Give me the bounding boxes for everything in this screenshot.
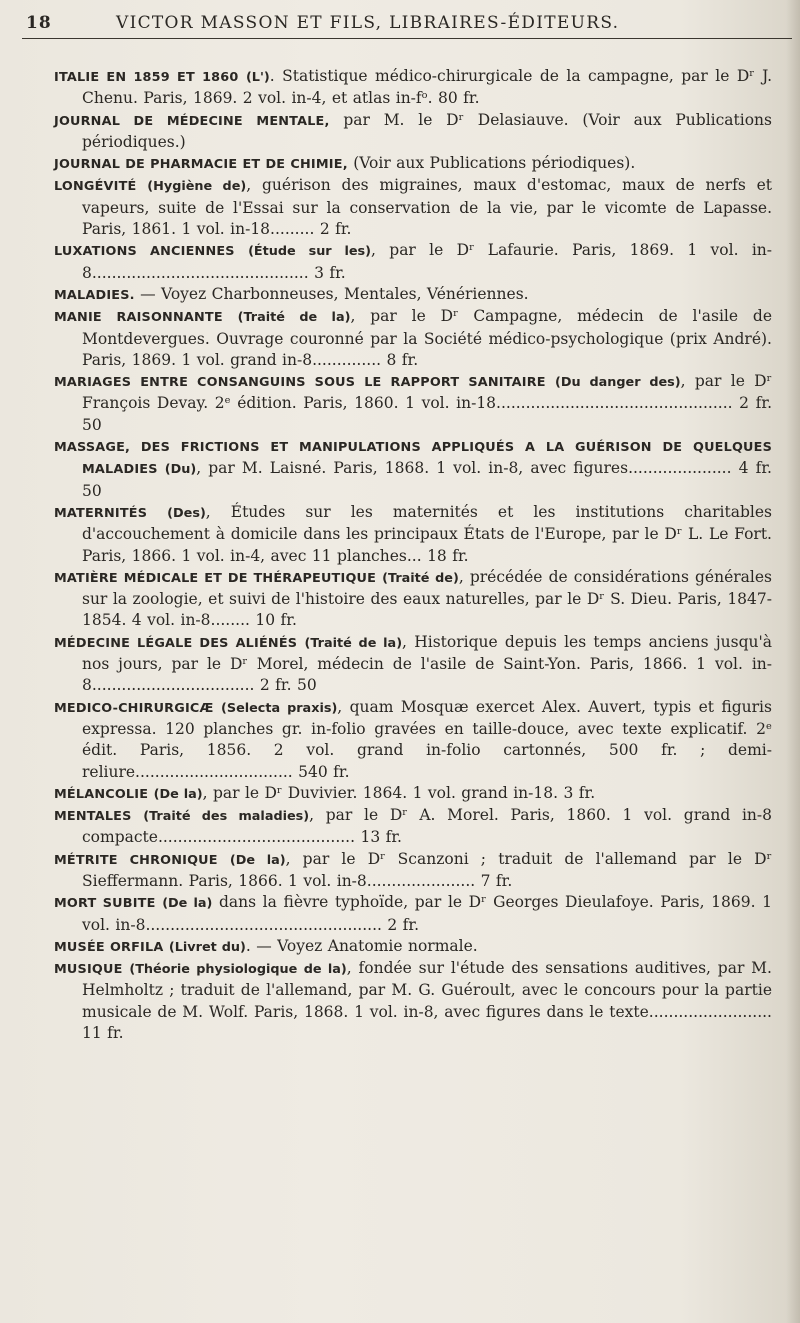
entry-subheading: (Livret du) xyxy=(168,939,246,955)
entry-price: 4 fr. 50 xyxy=(82,459,772,500)
catalog-entry xyxy=(54,502,772,567)
entry-heading: MÉLANCOLIE xyxy=(54,786,149,802)
catalog-entry xyxy=(54,936,772,958)
catalog-entry xyxy=(54,958,772,1044)
entry-price: 10 fr. xyxy=(255,611,297,630)
catalog-entry xyxy=(54,805,772,849)
entry-subheading: (Étude sur les) xyxy=(248,244,372,260)
catalog-entry xyxy=(54,66,772,110)
entry-description: , par le Dʳ Duvivier. 1864. 1 vol. grand in-18. xyxy=(202,783,559,802)
entry-heading: MANIE RAISONNANTE xyxy=(54,310,223,326)
entry-subheading: (Traité de la) xyxy=(237,310,351,326)
entry-description: , Historique depuis les temps anciens jusqu'à nos jours, par le Dʳ Morel, médecin de l'asile de Saint-Yon. Paris, 1866. 1 vol. in-8................................. xyxy=(82,632,773,695)
entry-heading: MATIÈRE MÉDICALE ET DE THÉRAPEUTIQUE xyxy=(54,570,377,586)
entry-price: 18 fr. xyxy=(427,546,469,565)
entry-description: , précédée de considérations générales sur la zoologie, et suivi de l'histoire des eaux naturelles, par le Dʳ S. Dieu. Paris, 1847-1854. 4 vol. in-8........ xyxy=(82,567,772,630)
catalog-entry xyxy=(54,697,772,783)
entry-subheading: (De la) xyxy=(229,852,286,868)
catalog-entry xyxy=(54,892,772,936)
entry-description: , Études sur les maternités et les institutions charitables d'accouchement à domicile dans les principaux États de l'Europe, par le Dʳ L. Le Fort. Paris, 1866. 1 vol. in-4, avec 11 planches... xyxy=(82,502,772,565)
entry-description: , par le Dʳ A. Morel. Paris, 1860. 1 vol. grand in-8 compacte........................................ xyxy=(82,806,772,847)
header-rule xyxy=(22,38,792,39)
entry-description: — Voyez Charbonneuses, Mentales, Vénériennes. xyxy=(134,284,529,303)
entry-heading: MASSAGE, DES FRICTIONS ET MANIPULATIONS APPLIQUÉS A LA GUÉRISON DE QUELQUES MALADIES xyxy=(54,440,772,478)
entry-price: 11 fr. xyxy=(82,1024,124,1043)
entry-subheading: (Du danger des) xyxy=(555,375,681,391)
entry-subheading: (Du) xyxy=(164,462,197,478)
running-head: VICTOR MASSON ET FILS, LIBRAIRES-ÉDITEURS. xyxy=(116,13,620,33)
entry-subheading: (Hygiène de) xyxy=(147,179,247,195)
entry-heading: MEDICO-CHIRURGICÆ xyxy=(54,700,214,716)
entry-description: , par le Dʳ Campagne, médecin de l'asile de Montdevergues. Ouvrage couronné par la Société médico-psychologique (prix André). Paris, 1869. 1 vol. grand in-8.............. xyxy=(82,307,773,369)
entry-price: 2 fr. 50 xyxy=(82,394,772,434)
entry-heading: MÉTRITE CHRONIQUE xyxy=(54,852,218,868)
entry-heading: MUSIQUE xyxy=(54,962,123,978)
entry-description: dans la fièvre typhoïde, par le Dʳ Georges Dieulafoye. Paris, 1869. 1 vol. in-8................................................ xyxy=(82,893,773,934)
catalog-entry xyxy=(54,849,772,893)
entry-price: 8 fr. xyxy=(386,350,419,369)
entry-price: 7 fr. xyxy=(480,871,513,890)
catalog-entry xyxy=(54,175,772,240)
entry-price: 80 fr. xyxy=(438,89,480,108)
entry-price: 13 fr. xyxy=(360,828,402,847)
entry-subheading: (Traité de la) xyxy=(304,635,403,651)
entry-description: . — Voyez Anatomie normale. xyxy=(245,936,478,955)
catalog-entry xyxy=(54,371,772,436)
entry-heading: MORT SUBITE xyxy=(54,896,156,912)
entry-description: , quam Mosquæ exercet Alex. Auvert, typis et figuris expressa. 120 planches gr. in-folio gravées en taille-douce, avec texte explicatif. 2ᵉ édit. Paris, 1856. 2 vol. grand in-folio cartonnés, 500 fr. ; demi-reliure................................ xyxy=(82,697,772,781)
entry-heading: MARIAGES ENTRE CONSANGUINS SOUS LE RAPPORT SANITAIRE xyxy=(54,375,546,391)
catalog-entry xyxy=(54,284,772,306)
entry-heading: MATERNITÉS xyxy=(54,505,148,521)
page-header xyxy=(26,6,786,46)
entry-description: , par le Dʳ Lafaurie. Paris, 1869. 1 vol. in-8............................................ xyxy=(82,241,772,282)
entry-subheading: (Selecta praxis) xyxy=(221,700,338,716)
entry-heading: LUXATIONS ANCIENNES xyxy=(54,244,235,260)
entry-subheading: (Traité de) xyxy=(382,570,459,586)
entry-subheading: (Des) xyxy=(167,505,206,521)
page-edge-shadow xyxy=(786,0,800,1323)
entry-heading: MÉDECINE LÉGALE DES ALIÉNÉS xyxy=(54,635,298,651)
entry-subheading: (De la) xyxy=(153,786,203,802)
entry-heading: MENTALES xyxy=(54,809,132,825)
entry-heading: LONGÉVITÉ xyxy=(54,179,137,195)
entry-description: , guérison des migraines, maux d'estomac, maux de nerfs et vapeurs, suite de l'Essai sur la conservation de la vie, par le vicomte de Lapasse. Paris, 1861. 1 vol. in-18......... xyxy=(82,176,773,239)
catalog-entry xyxy=(54,110,772,154)
entry-price: 2 fr. xyxy=(387,915,420,934)
entry-description: . Statistique médico-chirurgicale de la campagne, par le Dʳ J. Chenu. Paris, 1869. 2 vol. in-4, et atlas in-fᵒ. xyxy=(82,67,772,108)
entry-price: 540 fr. xyxy=(298,762,350,781)
catalog-entry xyxy=(54,567,772,632)
entry-heading: MUSÉE ORFILA xyxy=(54,939,164,955)
entry-description: , par le Dʳ Scanzoni ; traduit de l'allemand par le Dʳ Sieffermann. Paris, 1866. 1 vol. in-8...................... xyxy=(82,849,772,890)
page-number: 18 xyxy=(26,13,52,33)
catalog-entry xyxy=(54,240,772,284)
entry-description: par M. le Dʳ Delasiauve. (Voir aux Publications périodiques.) xyxy=(82,110,772,151)
entry-subheading: (De la) xyxy=(162,896,213,912)
catalog-entry xyxy=(54,436,772,502)
entry-price: 3 fr. xyxy=(563,783,596,802)
entry-heading: JOURNAL DE MÉDECINE MENTALE, xyxy=(54,113,330,129)
catalog-entries xyxy=(54,66,772,1044)
entry-subheading: (Théorie physiologique de la) xyxy=(129,962,347,978)
entry-subheading: (L') xyxy=(245,70,270,85)
entry-price: 2 fr. 50 xyxy=(259,676,317,695)
entry-price: 3 fr. xyxy=(314,263,346,282)
entry-heading: MALADIES. xyxy=(54,287,135,303)
entry-description: (Voir aux Publications périodiques). xyxy=(347,154,636,173)
entry-heading: JOURNAL DE PHARMACIE ET DE CHIMIE, xyxy=(54,157,348,173)
entry-description: , par M. Laisné. Paris, 1868. 1 vol. in-8, avec figures..................... xyxy=(196,459,739,478)
catalog-entry xyxy=(54,153,772,175)
entry-heading: ITALIE EN 1859 ET 1860 xyxy=(54,70,239,85)
entry-price: 2 fr. xyxy=(319,220,352,239)
entry-subheading: (Traité des maladies) xyxy=(143,809,310,825)
catalog-entry xyxy=(54,783,772,805)
catalog-entry xyxy=(54,306,772,371)
entry-description: , par le Dʳ François Devay. 2ᵉ édition. Paris, 1860. 1 vol. in-18................................................ xyxy=(82,372,772,413)
catalog-entry xyxy=(54,632,772,697)
entry-description: , fondée sur l'étude des sensations auditives, par M. Helmholtz ; traduit de l'allemand, par M. G. Guéroult, avec le concours pour la partie musicale de M. Wolf. Paris, 1868. 1 vol. in-8, avec figures dans le texte......................... xyxy=(82,959,772,1021)
